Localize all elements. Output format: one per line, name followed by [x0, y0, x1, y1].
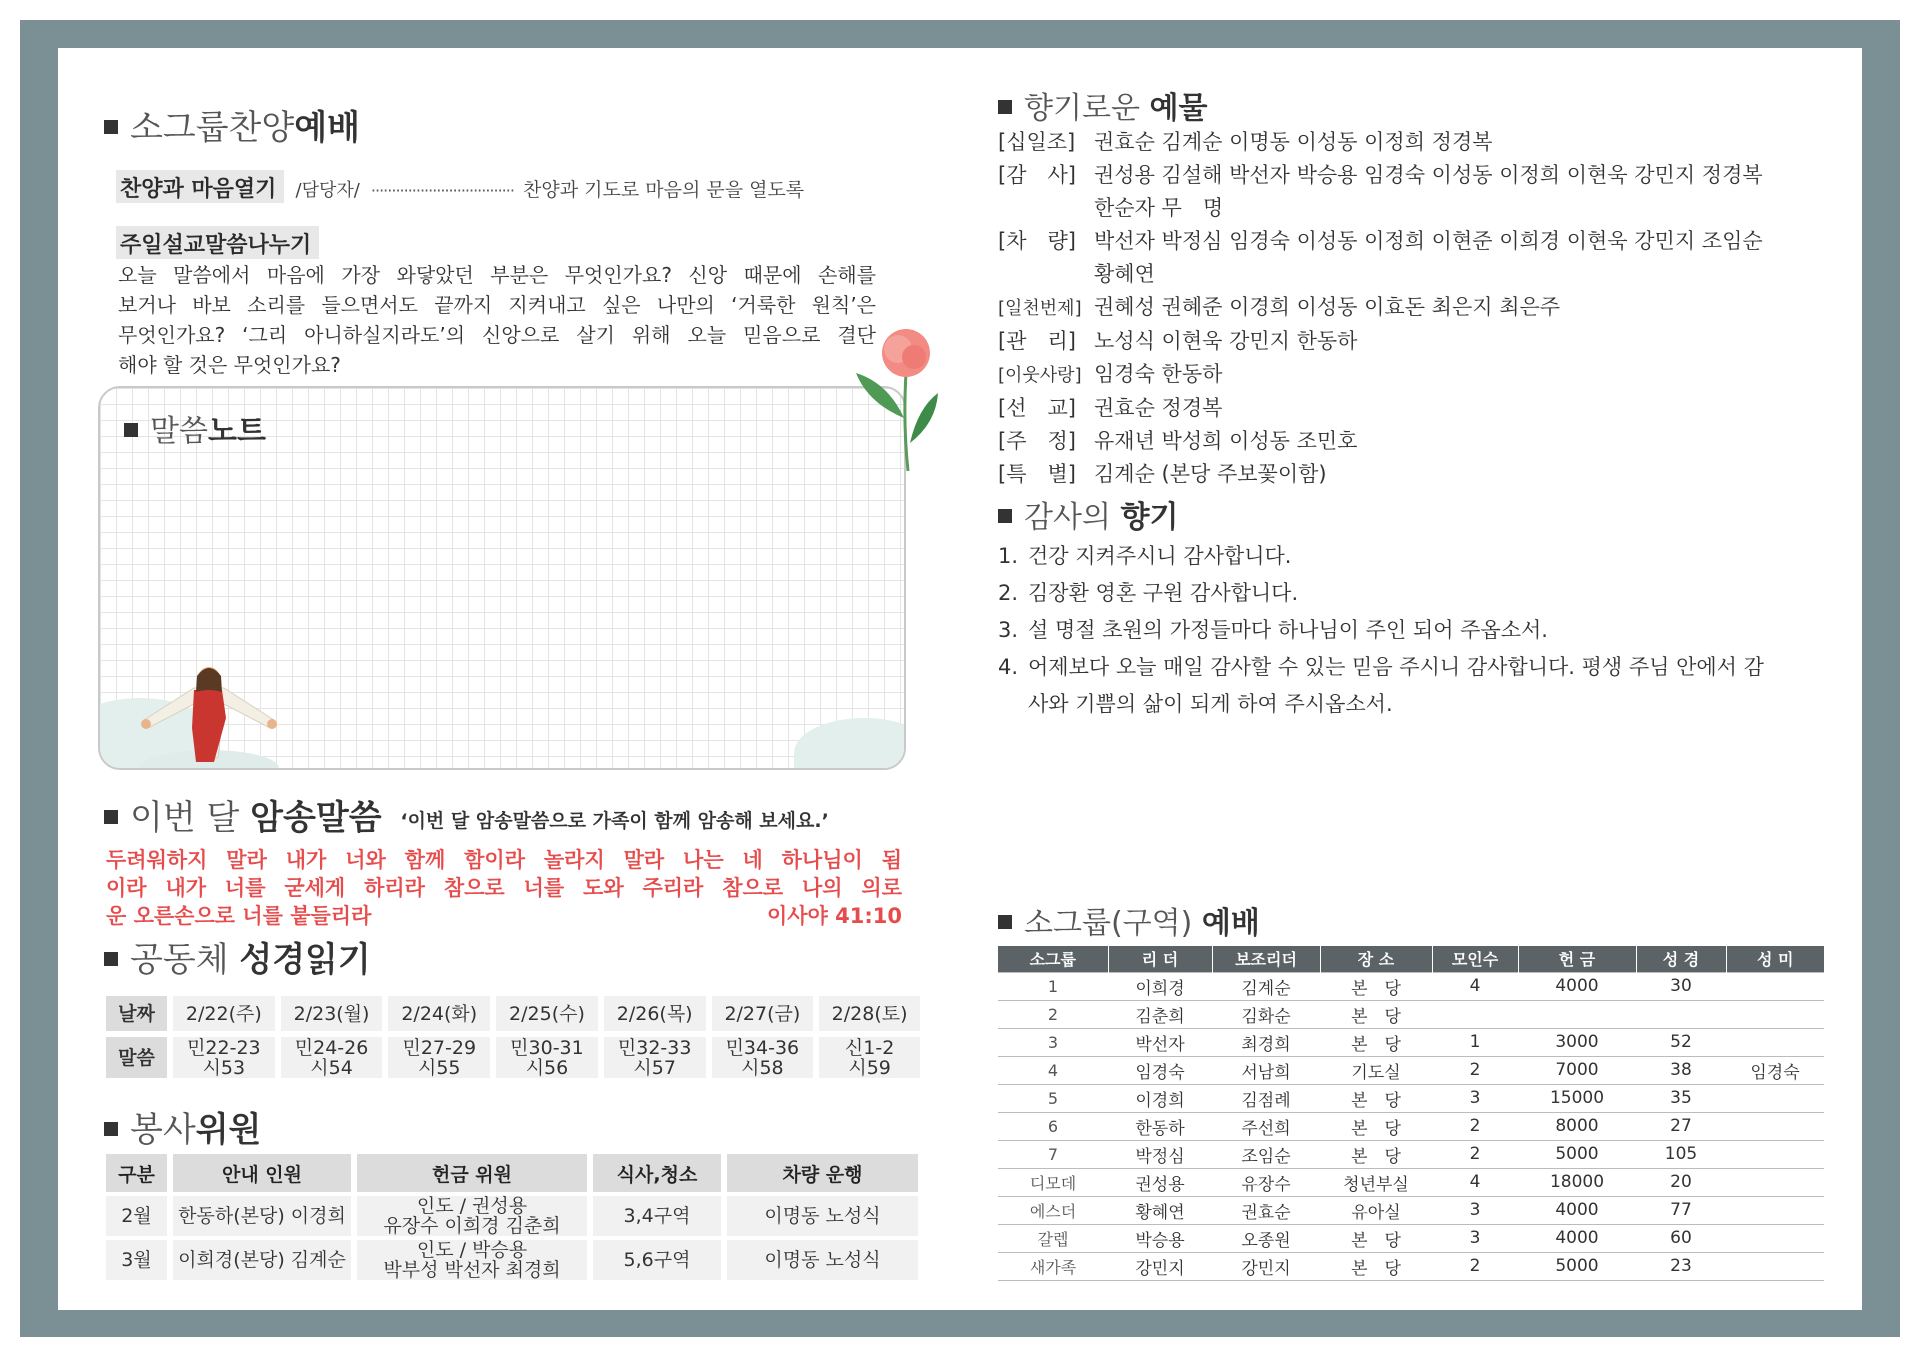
reading-passage-label: 말씀 [106, 1034, 170, 1078]
group-title-bold: 예배 [1201, 906, 1260, 941]
group-offering: 15000 [1518, 1084, 1636, 1112]
group-place: 유아실 [1320, 1196, 1432, 1224]
offering-title-bold: 예물 [1149, 91, 1208, 126]
group-attendance: 4 [1432, 972, 1518, 1000]
group-rice [1726, 1112, 1824, 1140]
reading-date: 2/26(목) [601, 996, 709, 1034]
group-header: 성 미 [1726, 946, 1824, 972]
offering-tag: [십일조] [998, 130, 1076, 154]
group-bible: 77 [1636, 1196, 1726, 1224]
offering-list [998, 126, 1858, 491]
reading-passage-row [106, 1034, 920, 1078]
verse-line: 운 오른손으로 너를 붙들리라 [106, 904, 372, 928]
reading-date-label: 날짜 [106, 996, 170, 1034]
group-sub-leader: 김화순 [1212, 1000, 1320, 1028]
service-row [106, 1238, 918, 1280]
service-month: 3월 [106, 1238, 170, 1280]
note-title [124, 406, 266, 450]
group-rice [1726, 1084, 1824, 1112]
group-row [998, 1028, 1824, 1056]
note-title-light: 말씀 [150, 414, 208, 449]
praise-description: 찬양과 기도로 마음의 문을 열도록 [523, 179, 805, 201]
group-offering: 18000 [1518, 1168, 1636, 1196]
square-bullet-icon [104, 810, 118, 824]
service-row [106, 1194, 918, 1238]
group-bible [1636, 1000, 1726, 1028]
group-sub-leader: 유장수 [1212, 1168, 1320, 1196]
offering-names: 권혜성 권혜준 이경희 이성동 이효돈 최은지 최은주 [1094, 295, 1561, 319]
group-leader: 이희경 [1108, 972, 1212, 1000]
group-leader: 황혜연 [1108, 1196, 1212, 1224]
sermon-questions [118, 260, 876, 380]
service-title [104, 1102, 261, 1151]
bulletin-page [58, 48, 1862, 1310]
group-bible: 23 [1636, 1252, 1726, 1280]
group-place: 기도실 [1320, 1056, 1432, 1084]
group-place: 본 당 [1320, 1140, 1432, 1168]
group-leader: 박승용 [1108, 1224, 1212, 1252]
reading-table [106, 996, 920, 1078]
group-place: 본 당 [1320, 1112, 1432, 1140]
group-leader: 김춘희 [1108, 1000, 1212, 1028]
group-header: 보조리더 [1212, 946, 1320, 972]
service-guide: 이희경(본당) 김계순 [170, 1238, 354, 1280]
reading-date: 2/24(화) [385, 996, 493, 1034]
group-offering [1518, 1000, 1636, 1028]
group-offering: 5000 [1518, 1252, 1636, 1280]
service-offering: 인도 / 박승용 박부성 박선자 최경희 [354, 1238, 590, 1280]
group-row [998, 1056, 1824, 1084]
group-offering: 4000 [1518, 1224, 1636, 1252]
square-bullet-icon [998, 100, 1012, 114]
group-table-body [998, 972, 1824, 1280]
square-bullet-icon [998, 915, 1012, 929]
sermon-note-grid [98, 386, 906, 770]
group-header: 모인수 [1432, 946, 1518, 972]
group-bible: 105 [1636, 1140, 1726, 1168]
group-bible: 52 [1636, 1028, 1726, 1056]
group-bible: 30 [1636, 972, 1726, 1000]
group-name: 디모데 [998, 1168, 1108, 1196]
group-row [998, 1168, 1824, 1196]
reading-title [104, 932, 371, 981]
group-row [998, 1000, 1824, 1028]
thanks-title [998, 492, 1178, 536]
group-offering: 8000 [1518, 1112, 1636, 1140]
group-sub-leader: 조임순 [1212, 1140, 1320, 1168]
offering-names: 권성용 김설해 박선자 박승용 임경숙 이성동 이정희 이현욱 강민지 정경복 [1094, 163, 1763, 187]
service-month: 2월 [106, 1194, 170, 1238]
offering-row [998, 458, 1858, 491]
group-place: 청년부실 [1320, 1168, 1432, 1196]
square-bullet-icon [998, 509, 1012, 523]
thanks-item: 4. 어제보다 오늘 매일 감사할 수 있는 믿음 주시니 감사합니다. 평생 주님 안에서 감 [998, 655, 1764, 679]
memory-title-light: 이번 달 [130, 798, 240, 838]
sermon-line: 무엇인가요? ‘그리 아니하실지라도’의 신앙으로 살기 위해 오늘 믿음으로 결단 [118, 323, 876, 347]
group-row [998, 972, 1824, 1000]
offering-names-cont: 한순자 무 명 [1094, 196, 1224, 220]
praise-role: /담당자/ [295, 180, 360, 201]
reading-date: 2/28(토) [816, 996, 920, 1034]
group-attendance [1432, 1000, 1518, 1028]
jesus-illustration-icon [134, 658, 284, 770]
group-attendance: 2 [1432, 1112, 1518, 1140]
reading-date-row [106, 996, 920, 1034]
service-car: 이명동 노성식 [724, 1238, 918, 1280]
sermon-label-wrap [116, 226, 319, 259]
reading-date: 2/23(월) [278, 996, 386, 1034]
group-rice [1726, 1140, 1824, 1168]
service-offering: 인도 / 권성용 유장수 이희경 김춘희 [354, 1194, 590, 1238]
group-rice [1726, 1224, 1824, 1252]
reading-date: 2/22(주) [170, 996, 278, 1034]
reading-passage: 민27-29 시55 [385, 1034, 493, 1078]
group-sub-leader: 강민지 [1212, 1252, 1320, 1280]
offering-names: 유재년 박성희 이성동 조민호 [1094, 429, 1358, 453]
group-rice [1726, 1196, 1824, 1224]
group-place: 본 당 [1320, 972, 1432, 1000]
worship-title-bold: 예배 [294, 108, 360, 148]
service-header: 차량 운행 [724, 1154, 918, 1194]
group-offering: 4000 [1518, 972, 1636, 1000]
square-bullet-icon [124, 423, 138, 437]
worship-title-light: 소그룹찬양 [130, 108, 295, 148]
reading-title-light: 공동체 [130, 940, 229, 980]
offering-title [998, 83, 1207, 127]
group-name: 7 [998, 1140, 1108, 1168]
offering-tag: [특 별] [998, 462, 1076, 486]
group-leader: 강민지 [1108, 1252, 1212, 1280]
offering-tag: [일천번제] [998, 298, 1082, 319]
group-header: 헌 금 [1518, 946, 1636, 972]
service-guide: 한동하(본당) 이경희 [170, 1194, 354, 1238]
group-leader: 권성용 [1108, 1168, 1212, 1196]
offering-row [998, 358, 1858, 392]
group-leader: 이경희 [1108, 1084, 1212, 1112]
group-offering: 5000 [1518, 1140, 1636, 1168]
group-name: 6 [998, 1112, 1108, 1140]
service-meal: 3,4구역 [590, 1194, 724, 1238]
offering-tag: [선 교] [998, 396, 1076, 420]
group-sub-leader: 주선희 [1212, 1112, 1320, 1140]
group-title-light: 소그룹(구역) [1024, 906, 1193, 941]
group-bible: 35 [1636, 1084, 1726, 1112]
offering-row [998, 425, 1858, 458]
service-header: 식사,청소 [590, 1154, 724, 1194]
offering-tag: [주 정] [998, 429, 1076, 453]
group-place: 본 당 [1320, 1000, 1432, 1028]
group-bible: 20 [1636, 1168, 1726, 1196]
memory-subtitle: ‘이번 달 암송말씀으로 가족이 함께 암송해 보세요.’ [400, 810, 829, 832]
offering-row [998, 225, 1858, 258]
service-title-light: 봉사 [130, 1110, 196, 1150]
verse-line: 두려워하지 말라 내가 너와 함께 함이라 놀라지 말라 나는 네 하나님이 됨 [106, 848, 902, 872]
offering-names-cont: 황혜연 [1094, 262, 1155, 286]
group-leader: 한동하 [1108, 1112, 1212, 1140]
reading-date: 2/27(금) [709, 996, 817, 1034]
thanks-title-bold: 향기 [1120, 500, 1179, 535]
group-attendance: 3 [1432, 1084, 1518, 1112]
praise-row [116, 170, 916, 203]
square-bullet-icon [104, 120, 118, 134]
group-sub-leader: 최경희 [1212, 1028, 1320, 1056]
thanks-item: 1. 건강 지켜주시니 감사합니다. [998, 544, 1292, 568]
flower-decoration-icon [848, 323, 948, 473]
group-header: 리 더 [1108, 946, 1212, 972]
service-header: 헌금 위원 [354, 1154, 590, 1194]
group-attendance: 3 [1432, 1224, 1518, 1252]
offering-row [998, 126, 1858, 159]
square-bullet-icon [104, 952, 118, 966]
offering-tag: [관 리] [998, 329, 1076, 353]
reading-passage: 민32-33 시57 [601, 1034, 709, 1078]
group-name: 2 [998, 1000, 1108, 1028]
group-header: 장 소 [1320, 946, 1432, 972]
offering-row [998, 392, 1858, 425]
group-attendance: 4 [1432, 1168, 1518, 1196]
offering-names: 노성식 이현욱 강민지 한동하 [1094, 329, 1358, 353]
offering-names: 김계순 (본당 주보꽃이함) [1094, 462, 1327, 486]
group-sub-leader: 김계순 [1212, 972, 1320, 1000]
service-header: 구분 [106, 1154, 170, 1194]
group-rice [1726, 1252, 1824, 1280]
sermon-line: 보거나 바보 소리를 들으면서도 끝까지 지켜내고 싶은 나만의 ‘거룩한 원칙’은 [118, 293, 876, 317]
group-bible: 38 [1636, 1056, 1726, 1084]
offering-names: 박선자 박정심 임경숙 이성동 이정희 이현준 이희경 이현욱 강민지 조임순 [1094, 229, 1763, 253]
memory-title-bold: 암송말씀 [250, 798, 382, 838]
group-row [998, 1112, 1824, 1140]
offering-row [998, 291, 1858, 325]
group-bible: 60 [1636, 1224, 1726, 1252]
group-bible: 27 [1636, 1112, 1726, 1140]
reading-date: 2/25(수) [493, 996, 601, 1034]
sermon-line: 오늘 말씀에서 마음에 가장 와닿았던 부분은 무엇인가요? 신앙 때문에 손해를 [118, 263, 876, 287]
thanks-title-light: 감사의 [1024, 500, 1111, 535]
group-attendance: 2 [1432, 1140, 1518, 1168]
reading-passage: 민34-36 시58 [709, 1034, 817, 1078]
group-name: 에스더 [998, 1196, 1108, 1224]
group-rice [1726, 1000, 1824, 1028]
note-title-bold: 노트 [207, 414, 266, 449]
reading-title-bold: 성경읽기 [239, 940, 371, 980]
offering-tag: [감 사] [998, 163, 1076, 187]
thanks-list [998, 538, 1858, 723]
service-title-bold: 위원 [195, 1110, 262, 1150]
offering-tag: [차 량] [998, 229, 1076, 253]
reading-passage: 신1-2 시59 [816, 1034, 920, 1078]
group-row [998, 1140, 1824, 1168]
group-attendance: 2 [1432, 1252, 1518, 1280]
group-offering: 4000 [1518, 1196, 1636, 1224]
square-bullet-icon [104, 1122, 118, 1136]
praise-label: 찬양과 마음열기 [116, 170, 284, 203]
offering-names: 임경숙 한동하 [1094, 362, 1223, 386]
group-header-row [998, 946, 1824, 972]
service-header-row [106, 1154, 918, 1194]
group-place: 본 당 [1320, 1224, 1432, 1252]
reading-passage: 민30-31 시56 [493, 1034, 601, 1078]
memory-title [104, 790, 829, 839]
group-header: 성 경 [1636, 946, 1726, 972]
thanks-item: 2. 김장환 영혼 구원 감사합니다. [998, 581, 1299, 605]
group-name: 새가족 [998, 1252, 1108, 1280]
service-meal: 5,6구역 [590, 1238, 724, 1280]
group-row [998, 1252, 1824, 1280]
offering-tag: [이웃사랑] [998, 365, 1082, 386]
group-rice: 임경숙 [1726, 1056, 1824, 1084]
praise-dotted-leader: ··································· [370, 181, 514, 200]
reading-passage: 민24-26 시54 [278, 1034, 386, 1078]
memory-verse [106, 846, 902, 930]
thanks-item: 3. 설 명절 초원의 가정들마다 하나님이 주인 되어 주옵소서. [998, 618, 1548, 642]
group-offering: 7000 [1518, 1056, 1636, 1084]
group-header: 소그룹 [998, 946, 1108, 972]
group-name: 1 [998, 972, 1108, 1000]
group-attendance: 3 [1432, 1196, 1518, 1224]
group-row [998, 1084, 1824, 1112]
group-rice [1726, 972, 1824, 1000]
group-rice [1726, 1168, 1824, 1196]
group-sub-leader: 김점례 [1212, 1084, 1320, 1112]
cloud-right-decoration [794, 718, 906, 770]
offering-row [998, 325, 1858, 358]
group-sub-leader: 서남희 [1212, 1056, 1320, 1084]
reading-passage: 민22-23 시53 [170, 1034, 278, 1078]
group-attendance: 2 [1432, 1056, 1518, 1084]
verse-reference: 이사야 41:10 [766, 904, 902, 928]
offering-names: 권효순 김계순 이명동 이성동 이정희 정경복 [1094, 130, 1493, 154]
group-title [998, 898, 1260, 942]
verse-line: 이라 내가 너를 굳세게 하리라 참으로 너를 도와 주리라 참으로 나의 의로 [106, 876, 902, 900]
group-offering: 3000 [1518, 1028, 1636, 1056]
group-name: 갈렙 [998, 1224, 1108, 1252]
group-attendance: 1 [1432, 1028, 1518, 1056]
service-table [106, 1154, 918, 1280]
group-row [998, 1224, 1824, 1252]
group-sub-leader: 권효순 [1212, 1196, 1320, 1224]
group-sub-leader: 오종원 [1212, 1224, 1320, 1252]
offering-names: 권효순 정경복 [1094, 396, 1223, 420]
group-name: 4 [998, 1056, 1108, 1084]
group-leader: 임경숙 [1108, 1056, 1212, 1084]
group-name: 5 [998, 1084, 1108, 1112]
group-place: 본 당 [1320, 1028, 1432, 1056]
group-rice [1726, 1028, 1824, 1056]
sermon-line: 해야 할 것은 무엇인가요? [118, 353, 341, 377]
thanks-item-cont: 사와 기쁨의 삶이 되게 하여 주시옵소서. [1028, 692, 1393, 716]
group-leader: 박정심 [1108, 1140, 1212, 1168]
offering-row [998, 159, 1858, 192]
service-header: 안내 인원 [170, 1154, 354, 1194]
worship-title [104, 100, 360, 149]
service-car: 이명동 노성식 [724, 1194, 918, 1238]
group-name: 3 [998, 1028, 1108, 1056]
group-row [998, 1196, 1824, 1224]
group-place: 본 당 [1320, 1084, 1432, 1112]
group-place: 본 당 [1320, 1252, 1432, 1280]
offering-title-light: 향기로운 [1024, 91, 1140, 126]
sermon-label: 주일설교말씀나누기 [116, 226, 319, 259]
group-leader: 박선자 [1108, 1028, 1212, 1056]
group-table [998, 946, 1824, 1281]
